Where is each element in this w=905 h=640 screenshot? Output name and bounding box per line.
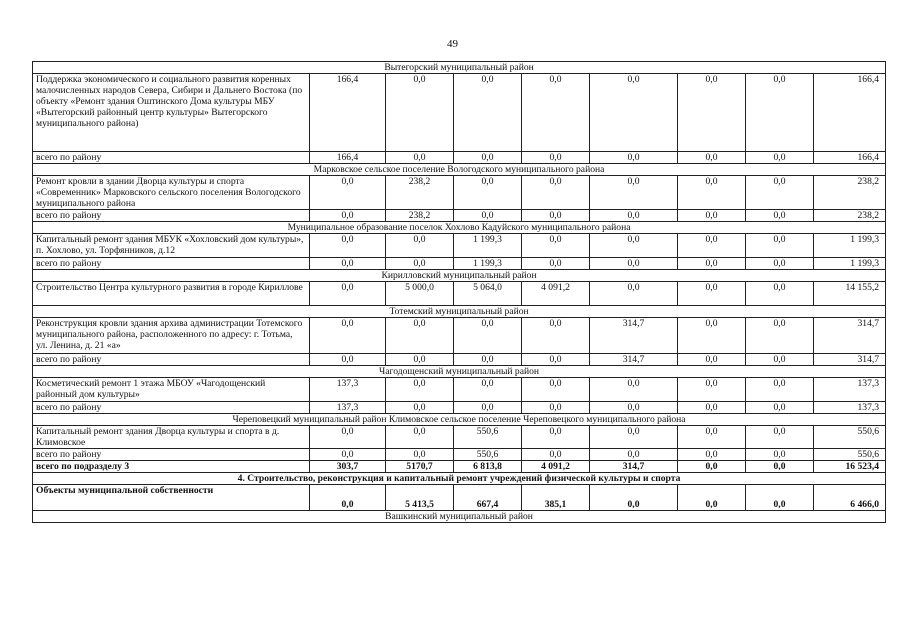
- total-row: [33, 402, 886, 414]
- row-name: Объекты муниципальной собственности: [33, 485, 310, 511]
- value-cell: 667,4: [454, 485, 522, 511]
- value-cell: 0,0: [678, 152, 746, 164]
- value-cell: 238,2: [386, 210, 454, 222]
- section-header-row: [33, 270, 886, 282]
- value-cell: 16 523,4: [814, 461, 886, 473]
- value-cell: 0,0: [678, 234, 746, 258]
- section-header: Муниципальное образование поселок Хохлово Кадуйского муниципального района: [33, 222, 886, 234]
- value-cell: 166,4: [310, 152, 386, 164]
- value-cell: 385,1: [522, 485, 590, 511]
- value-cell: 238,2: [386, 176, 454, 210]
- value-cell: 0,0: [310, 426, 386, 449]
- value-cell: 0,0: [386, 449, 454, 461]
- value-cell: 550,6: [454, 449, 522, 461]
- value-cell: 0,0: [454, 74, 522, 152]
- total-row: [33, 152, 886, 164]
- value-cell: 0,0: [590, 402, 678, 414]
- value-cell: 0,0: [746, 282, 814, 306]
- value-cell: 0,0: [310, 318, 386, 354]
- value-cell: 0,0: [678, 258, 746, 270]
- value-cell: 0,0: [386, 426, 454, 449]
- row-name: Капитальный ремонт здания Дворца культуры и спорта в д. Климовское: [33, 426, 310, 449]
- section-header-row: [33, 511, 886, 523]
- section-header: Марковское сельское поселение Вологодского муниципального района: [33, 164, 886, 176]
- value-cell: 550,6: [814, 449, 886, 461]
- value-cell: 0,0: [522, 152, 590, 164]
- value-cell: 0,0: [746, 152, 814, 164]
- value-cell: 0,0: [310, 282, 386, 306]
- value-cell: 314,7: [814, 354, 886, 366]
- value-cell: 0,0: [310, 258, 386, 270]
- value-cell: 1 199,3: [814, 234, 886, 258]
- value-cell: 4 091,2: [522, 282, 590, 306]
- value-cell: 0,0: [386, 354, 454, 366]
- total-row: [33, 210, 886, 222]
- value-cell: 550,6: [814, 426, 886, 449]
- value-cell: 0,0: [310, 234, 386, 258]
- value-cell: 0,0: [522, 318, 590, 354]
- table-row: [33, 378, 886, 402]
- value-cell: 137,3: [814, 378, 886, 402]
- row-name: Строительство Центра культурного развития в городе Кириллове: [33, 282, 310, 306]
- value-cell: 6 813,8: [454, 461, 522, 473]
- value-cell: 0,0: [386, 402, 454, 414]
- value-cell: 166,4: [814, 74, 886, 152]
- value-cell: 0,0: [746, 258, 814, 270]
- row-name: всего по подразделу 3: [33, 461, 310, 473]
- value-cell: 0,0: [746, 354, 814, 366]
- value-cell: 0,0: [678, 378, 746, 402]
- value-cell: 314,7: [814, 318, 886, 354]
- value-cell: 0,0: [746, 210, 814, 222]
- table-row: [33, 234, 886, 258]
- value-cell: 0,0: [386, 74, 454, 152]
- table-row: [33, 485, 886, 511]
- section-header-row: [33, 473, 886, 485]
- row-name: Реконструкция кровли здания архива администрации Тотемского муниципального района, расположенного по адресу: г. Тотьма, ул. Ленина, д. 21 «а»: [33, 318, 310, 354]
- budget-table: [32, 61, 886, 523]
- total-row: [33, 449, 886, 461]
- value-cell: 0,0: [678, 74, 746, 152]
- section-header-row: [33, 414, 886, 426]
- table-row: [33, 176, 886, 210]
- table-row: [33, 282, 886, 306]
- value-cell: 238,2: [814, 176, 886, 210]
- row-name: всего по району: [33, 152, 310, 164]
- value-cell: 0,0: [454, 378, 522, 402]
- value-cell: 0,0: [678, 318, 746, 354]
- value-cell: 137,3: [310, 378, 386, 402]
- value-cell: 0,0: [746, 449, 814, 461]
- value-cell: 314,7: [590, 354, 678, 366]
- value-cell: 0,0: [590, 152, 678, 164]
- value-cell: 0,0: [678, 426, 746, 449]
- row-name: Ремонт кровли в здании Дворца культуры и спорта «Современник» Марковского сельского поселения Вологодского муниципального района: [33, 176, 310, 210]
- value-cell: 0,0: [310, 176, 386, 210]
- value-cell: 0,0: [678, 449, 746, 461]
- value-cell: 5 413,5: [386, 485, 454, 511]
- value-cell: 0,0: [386, 318, 454, 354]
- value-cell: 0,0: [678, 485, 746, 511]
- table-row: [33, 74, 886, 152]
- row-name: Косметический ремонт 1 этажа МБОУ «Чагодощенский районный дом культуры»: [33, 378, 310, 402]
- section-header: Тотемский муниципальный район: [33, 306, 886, 318]
- row-name: всего по району: [33, 402, 310, 414]
- section-header: Вашкинский муниципальный район: [33, 511, 886, 523]
- value-cell: 0,0: [522, 258, 590, 270]
- value-cell: 0,0: [678, 176, 746, 210]
- section-header-row: [33, 306, 886, 318]
- value-cell: 0,0: [746, 74, 814, 152]
- row-name: Капитальный ремонт здания МБУК «Хохловский дом культуры», п. Хохлово, ул. Торфянников, д.12: [33, 234, 310, 258]
- section-header-row: [33, 222, 886, 234]
- section-header: Вытегорский муниципальный район: [33, 62, 886, 74]
- value-cell: 0,0: [746, 318, 814, 354]
- value-cell: 1 199,3: [814, 258, 886, 270]
- value-cell: 314,7: [590, 461, 678, 473]
- value-cell: 238,2: [814, 210, 886, 222]
- value-cell: 166,4: [814, 152, 886, 164]
- value-cell: 0,0: [386, 234, 454, 258]
- value-cell: 0,0: [522, 402, 590, 414]
- value-cell: 6 466,0: [814, 485, 886, 511]
- value-cell: 0,0: [522, 234, 590, 258]
- row-name: всего по району: [33, 449, 310, 461]
- value-cell: 0,0: [522, 378, 590, 402]
- value-cell: 0,0: [454, 176, 522, 210]
- value-cell: 0,0: [454, 152, 522, 164]
- value-cell: 0,0: [678, 402, 746, 414]
- value-cell: 0,0: [746, 402, 814, 414]
- value-cell: 0,0: [590, 282, 678, 306]
- page-number: 49: [447, 38, 458, 50]
- section-header: Чагодощенский муниципальный район: [33, 366, 886, 378]
- section-header-row: [33, 164, 886, 176]
- value-cell: 0,0: [454, 210, 522, 222]
- total-row: [33, 354, 886, 366]
- value-cell: 0,0: [590, 258, 678, 270]
- value-cell: 0,0: [454, 354, 522, 366]
- total-row: [33, 258, 886, 270]
- row-name: всего по району: [33, 258, 310, 270]
- value-cell: 137,3: [310, 402, 386, 414]
- value-cell: 0,0: [746, 426, 814, 449]
- row-name: всего по району: [33, 354, 310, 366]
- value-cell: 0,0: [590, 449, 678, 461]
- value-cell: 303,7: [310, 461, 386, 473]
- value-cell: 0,0: [522, 354, 590, 366]
- value-cell: 5 064,0: [454, 282, 522, 306]
- value-cell: 0,0: [746, 378, 814, 402]
- value-cell: 0,0: [310, 210, 386, 222]
- value-cell: 0,0: [522, 449, 590, 461]
- section-header-row: [33, 62, 886, 74]
- section-header-row: [33, 366, 886, 378]
- value-cell: 0,0: [678, 210, 746, 222]
- value-cell: 4 091,2: [522, 461, 590, 473]
- value-cell: 0,0: [522, 210, 590, 222]
- table-row: [33, 426, 886, 449]
- value-cell: 0,0: [746, 234, 814, 258]
- value-cell: 14 155,2: [814, 282, 886, 306]
- value-cell: 0,0: [310, 485, 386, 511]
- value-cell: 0,0: [746, 485, 814, 511]
- value-cell: 0,0: [590, 74, 678, 152]
- value-cell: 314,7: [590, 318, 678, 354]
- value-cell: 0,0: [522, 426, 590, 449]
- section-header: Череповецкий муниципальный район Климовское сельское поселение Череповецкого муниципального района: [33, 414, 886, 426]
- total-row: [33, 461, 886, 473]
- value-cell: 0,0: [590, 485, 678, 511]
- value-cell: 5170,7: [386, 461, 454, 473]
- row-name: всего по району: [33, 210, 310, 222]
- value-cell: 0,0: [590, 210, 678, 222]
- section-header: Кирилловский муниципальный район: [33, 270, 886, 282]
- section-header: 4. Строительство, реконструкция и капитальный ремонт учреждений физической культуры и спорта: [33, 473, 886, 485]
- value-cell: 0,0: [310, 449, 386, 461]
- row-name: Поддержка экономического и социального развития коренных малочисленных народов Севера, Сибири и Дальнего Востока (по объекту «Ремонт здания Оштинского Дома культуры МБУ «Вытегорский районный центр культуры» Вытегорского муниципального района): [33, 74, 310, 152]
- value-cell: 0,0: [454, 402, 522, 414]
- value-cell: 0,0: [678, 354, 746, 366]
- value-cell: 0,0: [678, 282, 746, 306]
- value-cell: 0,0: [746, 461, 814, 473]
- value-cell: 0,0: [590, 378, 678, 402]
- value-cell: 0,0: [590, 176, 678, 210]
- value-cell: 137,3: [814, 402, 886, 414]
- value-cell: 1 199,3: [454, 258, 522, 270]
- value-cell: 1 199,3: [454, 234, 522, 258]
- value-cell: 0,0: [454, 318, 522, 354]
- value-cell: 5 000,0: [386, 282, 454, 306]
- value-cell: 0,0: [386, 258, 454, 270]
- value-cell: 0,0: [678, 461, 746, 473]
- value-cell: 0,0: [590, 234, 678, 258]
- value-cell: 0,0: [310, 354, 386, 366]
- value-cell: 166,4: [310, 74, 386, 152]
- value-cell: 0,0: [522, 74, 590, 152]
- value-cell: 0,0: [386, 378, 454, 402]
- value-cell: 0,0: [590, 426, 678, 449]
- value-cell: 0,0: [386, 152, 454, 164]
- table-row: [33, 318, 886, 354]
- value-cell: 550,6: [454, 426, 522, 449]
- value-cell: 0,0: [522, 176, 590, 210]
- value-cell: 0,0: [746, 176, 814, 210]
